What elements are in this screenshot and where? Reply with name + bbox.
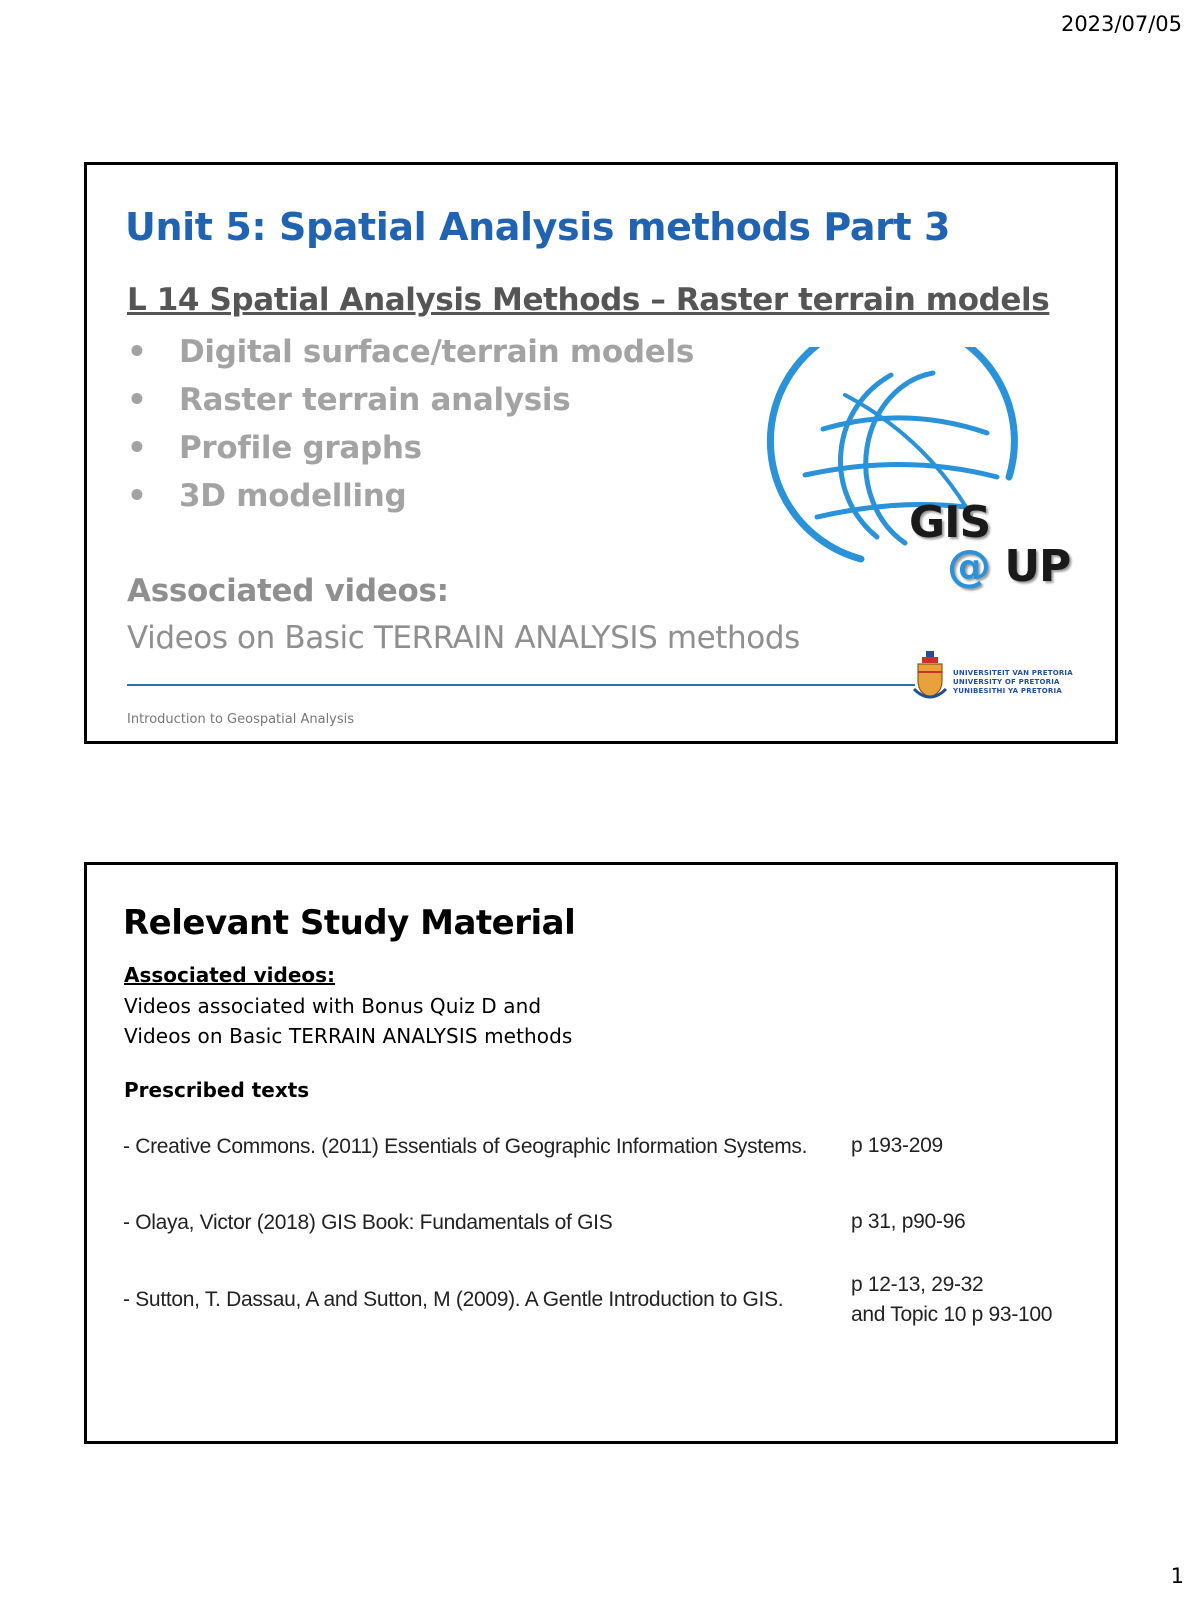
reference-citation: - Creative Commons. (2011) Essentials of Geographic Information Systems. — [123, 1135, 808, 1158]
bullet-icon: • — [127, 430, 147, 466]
reference-pages-line: p 31, p90-96 — [851, 1210, 966, 1233]
university-names — [953, 669, 1073, 696]
at-symbol: @ — [947, 541, 990, 592]
bullet-icon: • — [127, 478, 147, 514]
video-item: Videos associated with Bonus Quiz D and — [124, 994, 542, 1018]
reference-pages-line: p 193-209 — [851, 1134, 943, 1157]
slide-title: Relevant Study Material — [123, 903, 576, 943]
footer-divider — [127, 684, 915, 686]
page-date: 2023/07/05 — [1060, 12, 1182, 36]
slide-relevant-study-material — [84, 862, 1118, 1444]
topic-label: Profile graphs — [179, 430, 422, 466]
reference-pages — [851, 1131, 943, 1161]
prescribed-texts-label: Prescribed texts — [124, 1078, 310, 1102]
reference-pages-line: and Topic 10 p 93-100 — [851, 1303, 1053, 1326]
associated-videos-value: Videos on Basic TERRAIN ANALYSIS methods — [127, 620, 800, 656]
bullet-icon: • — [127, 334, 147, 370]
slide-footer: Introduction to Geospatial Analysis — [127, 712, 355, 727]
video-list — [124, 991, 572, 1051]
bullet-icon: • — [127, 382, 147, 418]
university-name: UNIVERSITY OF PRETORIA — [953, 678, 1060, 686]
topic-label: 3D modelling — [179, 478, 407, 514]
reference-citation: - Sutton, T. Dassau, A and Sutton, M (2009). A Gentle Introduction to GIS. — [123, 1288, 784, 1311]
page-number: 1 — [1170, 1564, 1184, 1588]
up-label: UP — [1004, 541, 1071, 592]
gis-logo-text: GIS — [909, 497, 991, 548]
university-name: UNIVERSITEIT VAN PRETORIA — [953, 669, 1073, 677]
video-item: Videos on Basic TERRAIN ANALYSIS methods — [124, 1024, 573, 1048]
crest-icon — [913, 651, 947, 703]
topic-list — [127, 328, 694, 520]
topic-item — [127, 328, 694, 376]
reference-pages — [851, 1270, 1052, 1330]
topic-item — [127, 424, 694, 472]
topic-item — [127, 472, 694, 520]
associated-videos-label: Associated videos: — [127, 573, 449, 609]
university-name: YUNIBESITHI YA PRETORIA — [953, 687, 1062, 695]
topic-label: Digital surface/terrain models — [179, 334, 694, 370]
topic-label: Raster terrain analysis — [179, 382, 571, 418]
slide-title: Unit 5: Spatial Analysis methods Part 3 — [125, 205, 951, 249]
at-up-logo-text — [947, 541, 1070, 592]
reference-pages-line: p 12-13, 29-32 — [851, 1273, 984, 1296]
reference-citation: - Olaya, Victor (2018) GIS Book: Fundamentals of GIS — [123, 1211, 613, 1234]
reference-pages — [851, 1207, 965, 1237]
topic-item — [127, 376, 694, 424]
slide-unit-5-title — [84, 162, 1118, 744]
associated-videos-label: Associated videos: — [124, 963, 336, 987]
lecture-subtitle: L 14 Spatial Analysis Methods – Raster terrain models — [127, 282, 1050, 318]
